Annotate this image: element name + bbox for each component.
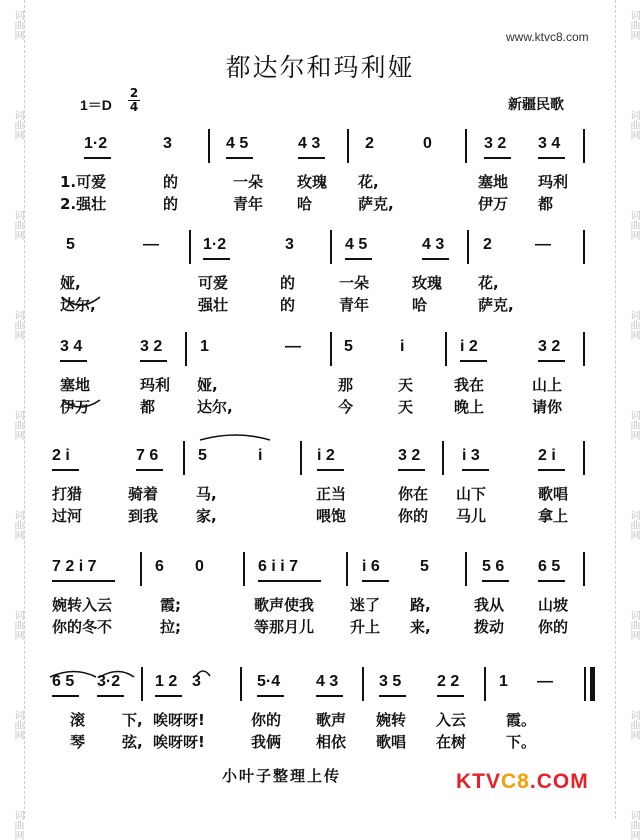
note-group: 3: [192, 673, 201, 690]
logo-part-com: .COM: [529, 770, 589, 793]
lyric-word: 我在: [454, 376, 485, 394]
note-group: i 2: [317, 447, 335, 464]
note-group: 3 4: [538, 135, 561, 152]
lyric-word: 玫瑰: [412, 274, 443, 292]
lyric-word: 2.强壮: [60, 195, 107, 213]
lyric-word: 娅,: [197, 376, 218, 394]
side-watermark-text: 词曲网: [12, 710, 23, 740]
lyric-word: 达尔,: [60, 296, 96, 314]
lyric-word: 相依: [316, 733, 347, 751]
note-group: 3: [163, 135, 172, 152]
side-watermark-text: 词曲网: [628, 510, 639, 540]
lyric-word: 青年: [339, 296, 370, 314]
side-watermark-text: 词曲网: [628, 110, 639, 140]
side-watermark-text: 词曲网: [628, 710, 639, 740]
lyric-word: 打猎: [52, 485, 83, 503]
lyric-word: 你的: [538, 618, 569, 636]
side-watermark-text: 词曲网: [628, 410, 639, 440]
slur: [100, 672, 134, 678]
slur: [200, 435, 270, 440]
slur: [62, 297, 100, 305]
lyric-word: 婉转: [376, 711, 407, 729]
lyric-word: 拨动: [474, 618, 505, 636]
lyric-word: 的: [163, 173, 179, 191]
side-watermark-text: 词曲网: [12, 810, 23, 840]
note-group: 3: [285, 236, 294, 253]
note-group: i 2: [460, 338, 478, 355]
lyric-word: 家,: [196, 507, 217, 525]
side-watermark-text: 词曲网: [628, 310, 639, 340]
lyric-word: 伊万: [60, 398, 91, 416]
side-watermark-text: 词曲网: [628, 10, 639, 40]
note-group: i 3: [462, 447, 480, 464]
lyric-word: 花,: [478, 274, 499, 292]
lyric-word: 骑着: [128, 485, 159, 503]
lyric-word: 你的: [398, 507, 429, 525]
lyric-word: 天: [398, 376, 414, 394]
note-group: 3 2: [140, 338, 163, 355]
lyric-word: 过河: [52, 507, 83, 525]
side-watermark-text: 词曲网: [12, 510, 23, 540]
note-group: 6 i i 7: [258, 558, 299, 575]
song-title: 都达尔和玛利娅: [225, 53, 415, 82]
note-group: 3 4: [60, 338, 83, 355]
lyric-word: 天: [398, 398, 414, 416]
lyric-word: 伊万: [478, 195, 509, 213]
lyric-word: 哈: [297, 195, 313, 213]
note-group: 2 2: [437, 673, 460, 690]
lyric-word: 迷了: [350, 596, 381, 614]
lyric-word: 婉转入云: [52, 596, 113, 614]
lyric-word: 青年: [233, 195, 264, 213]
lyric-word: 在树: [436, 733, 467, 751]
lyric-word: 升上: [350, 618, 381, 636]
note-group: 0: [423, 135, 432, 152]
note-group: 5: [198, 447, 207, 464]
note-group: 5 6: [482, 558, 505, 575]
lyric-word: 霞。: [506, 711, 537, 729]
lyric-word: 路,: [410, 596, 431, 614]
lyric-word: 拉;: [160, 618, 181, 636]
lyric-word: 萨克,: [358, 195, 394, 213]
lyric-word: 滚: [70, 711, 86, 729]
note-group: 6 5: [538, 558, 561, 575]
note-group: 3 2: [398, 447, 421, 464]
lyric-word: 马,: [196, 485, 217, 503]
logo-part-c8: C8: [501, 770, 530, 793]
side-watermark-text: 词曲网: [12, 10, 23, 40]
note-group: i: [258, 447, 263, 464]
note-group: 5: [420, 558, 429, 575]
lyric-word: 一朵: [339, 274, 370, 292]
lyric-word: 萨克,: [478, 296, 514, 314]
note-group: 5: [344, 338, 353, 355]
note-group: 2 i: [538, 447, 556, 464]
lyric-word: 唉呀呀!: [153, 711, 205, 729]
lyric-word: 花,: [358, 173, 379, 191]
note-group: 4 5: [345, 236, 368, 253]
lyric-word: 歌唱: [376, 733, 407, 751]
note-group: 1·2: [84, 135, 108, 152]
lyric-word: 入云: [436, 711, 467, 729]
website-url[interactable]: www.ktvc8.com: [506, 30, 589, 44]
lyric-word: 正当: [316, 485, 347, 503]
note-group: i 6: [362, 558, 380, 575]
lyric-word: 你的: [251, 711, 282, 729]
lyric-word: 等那月儿: [254, 618, 315, 636]
lyric-word: 都: [538, 195, 554, 213]
slur: [50, 672, 96, 678]
note-group: 1 2: [155, 673, 178, 690]
lyric-word: 都: [140, 398, 156, 416]
lyric-word: 塞地: [60, 376, 91, 394]
lyric-word: 你在: [398, 485, 429, 503]
lyric-word: 玛利: [538, 173, 569, 191]
lyric-word: 你的冬不: [52, 618, 113, 636]
lyric-word: 歌声使我: [254, 596, 315, 614]
lyric-word: 我从: [474, 596, 505, 614]
logo-part-ktv: KTV: [456, 770, 501, 793]
note-group: 0: [195, 558, 204, 575]
lyric-word: 可爱: [198, 274, 229, 292]
note-group: 5·4: [257, 673, 281, 690]
lyric-word: 达尔,: [197, 398, 233, 416]
note-group: 1: [499, 673, 508, 690]
side-watermark-text: 词曲网: [12, 210, 23, 240]
lyric-word: 娅,: [60, 274, 81, 292]
lyric-word: 的: [280, 274, 296, 292]
note-group: 2: [483, 236, 492, 253]
lyric-word: 下。: [506, 733, 537, 751]
side-watermark-text: 词曲网: [12, 110, 23, 140]
lyric-word: 山上: [532, 376, 563, 394]
note-group: i: [400, 338, 405, 355]
lyric-word: 的: [280, 296, 296, 314]
note-group: 1·2: [203, 236, 227, 253]
lyric-word: 玛利: [140, 376, 171, 394]
lyric-word: 到我: [128, 507, 159, 525]
lyric-word: 强壮: [198, 296, 229, 314]
lyric-word: 拿上: [538, 507, 569, 525]
lyric-word: 唉呀呀!: [153, 733, 205, 751]
note-group: 4 3: [316, 673, 339, 690]
note-group: 6: [155, 558, 164, 575]
key-signature: 1＝D: [80, 97, 112, 113]
lyric-word: 那: [338, 376, 354, 394]
lyric-word: 1.可爱: [60, 173, 107, 191]
side-watermark-text: 词曲网: [12, 410, 23, 440]
lyric-word: 山下: [456, 485, 487, 503]
note-group: 7 6: [136, 447, 159, 464]
upload-credit: 小叶子整理上传: [222, 767, 342, 785]
lyric-word: 来,: [410, 618, 431, 636]
note-group: 7 2 i 7: [52, 558, 97, 575]
note-group: 5: [66, 236, 75, 253]
lyric-word: 琴: [70, 733, 86, 751]
note-group: 1: [200, 338, 209, 355]
note-group: 3 2: [484, 135, 507, 152]
note-group: 2: [365, 135, 374, 152]
lyric-word: 请你: [532, 398, 563, 416]
lyric-word: 下,: [122, 711, 143, 729]
meter-bottom: 4: [129, 100, 139, 114]
lyric-word: 山坡: [538, 596, 569, 614]
note-group: 3 5: [379, 673, 402, 690]
note-group: 3·2: [97, 673, 121, 690]
lyric-word: 我俩: [251, 733, 282, 751]
note-group: 4 5: [226, 135, 249, 152]
side-watermark-text: 词曲网: [628, 810, 639, 840]
side-watermark-text: 词曲网: [12, 310, 23, 340]
note-group: 4 3: [422, 236, 445, 253]
slur: [62, 400, 100, 407]
meter-top: 2: [129, 86, 139, 100]
note-group: —: [143, 236, 159, 253]
lyric-word: 歌声: [316, 711, 347, 729]
lyric-word: 一朵: [233, 173, 264, 191]
side-watermark-text: 词曲网: [12, 610, 23, 640]
note-group: 6 5: [52, 673, 75, 690]
lyric-word: 塞地: [478, 173, 509, 191]
lyric-word: 喂饱: [316, 507, 347, 525]
lyric-word: 歌唱: [538, 485, 569, 503]
lyric-word: 今: [338, 398, 354, 416]
note-group: —: [537, 673, 553, 690]
lyric-word: 马儿: [456, 507, 487, 525]
lyric-word: 晚上: [454, 398, 485, 416]
lyric-word: 玫瑰: [297, 173, 328, 191]
lyric-word: 的: [163, 195, 179, 213]
side-watermark-text: 词曲网: [628, 610, 639, 640]
lyric-word: 弦,: [122, 733, 143, 751]
lyric-word: 哈: [412, 296, 428, 314]
lyric-word: 霞;: [160, 596, 181, 614]
fermata: [196, 671, 210, 676]
note-group: —: [285, 338, 301, 355]
note-group: 2 i: [52, 447, 70, 464]
side-watermark-text: 词曲网: [628, 210, 639, 240]
note-group: 3 2: [538, 338, 561, 355]
note-group: —: [535, 236, 551, 253]
note-group: 4 3: [298, 135, 321, 152]
song-genre: 新疆民歌: [508, 97, 564, 113]
